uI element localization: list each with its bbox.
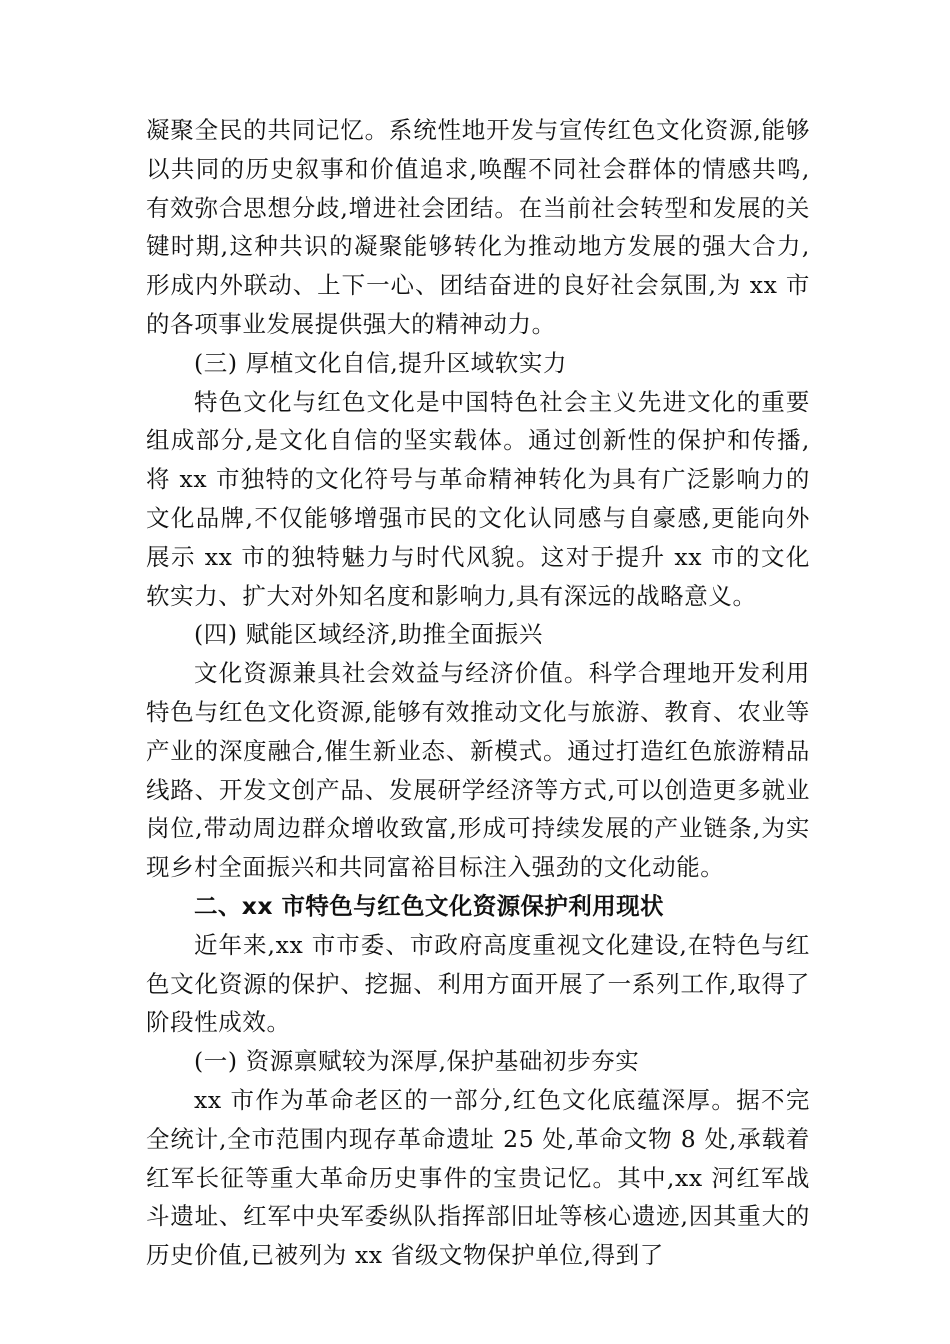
body-paragraph: 特色文化与红色文化是中国特色社会主义先进文化的重要组成部分,是文化自信的坚实载体。通过创新性的保护和传播,将 xx 市独特的文化符号与革命精神转化为具有广泛影响力的文化品牌,不仅能够增强市民的文化认同感与自豪感,更能向外展示 xx 市的独特魅力与时代风貌。这对于提升 xx 市的文化软实力、扩大对外知名度和影响力,具有深远的战略意义。: [146, 387, 810, 610]
body-paragraph: 凝聚全民的共同记忆。系统性地开发与宣传红色文化资源,能够以共同的历史叙事和价值追求,唤醒不同社会群体的情感共鸣,有效弥合思想分歧,增进社会团结。在当前社会转型和发展的关键时期,这种共识的凝聚能够转化为推动地方发展的强大合力,形成内外联动、上下一心、团结奋进的良好社会氛围,为 xx 市的各项事业发展提供强大的精神动力。: [146, 116, 810, 338]
body-paragraph: xx 市作为革命老区的一部分,红色文化底蕴深厚。据不完全统计,全市范围内现存革命遗址 25 处,革命文物 8 处,承载着红军长征等重大革命历史事件的宝贵记忆。其中,xx 河红军战斗遗址、红军中央军委纵队指挥部旧址等核心遗迹,因其重大的历史价值,已被列为 xx 省级文物保护单位,得到了: [146, 1085, 810, 1270]
section-subheading: (四) 赋能区域经济,助推全面振兴: [194, 620, 543, 649]
body-paragraph: 文化资源兼具社会效益与经济价值。科学合理地开发利用特色与红色文化资源,能够有效推动文化与旅游、教育、农业等产业的深度融合,催生新业态、新模式。通过打造红色旅游精品线路、开发文创产品、发展研学经济等方式,可以创造更多就业岗位,带动周边群众增收致富,形成可持续发展的产业链条,为实现乡村全面振兴和共同富裕目标注入强劲的文化动能。: [146, 659, 810, 882]
section-subheading: (三) 厚植文化自信,提升区域软实力: [194, 348, 568, 377]
document-body: [146, 111, 810, 1275]
body-paragraph: 近年来,xx 市市委、市政府高度重视文化建设,在特色与红色文化资源的保护、挖掘、利用方面开展了一系列工作,取得了阶段性成效。: [146, 930, 810, 1037]
section-heading: 二、xx 市特色与红色文化资源保护利用现状: [194, 891, 664, 920]
section-subheading: (一) 资源禀赋较为深厚,保护基础初步夯实: [194, 1047, 640, 1076]
